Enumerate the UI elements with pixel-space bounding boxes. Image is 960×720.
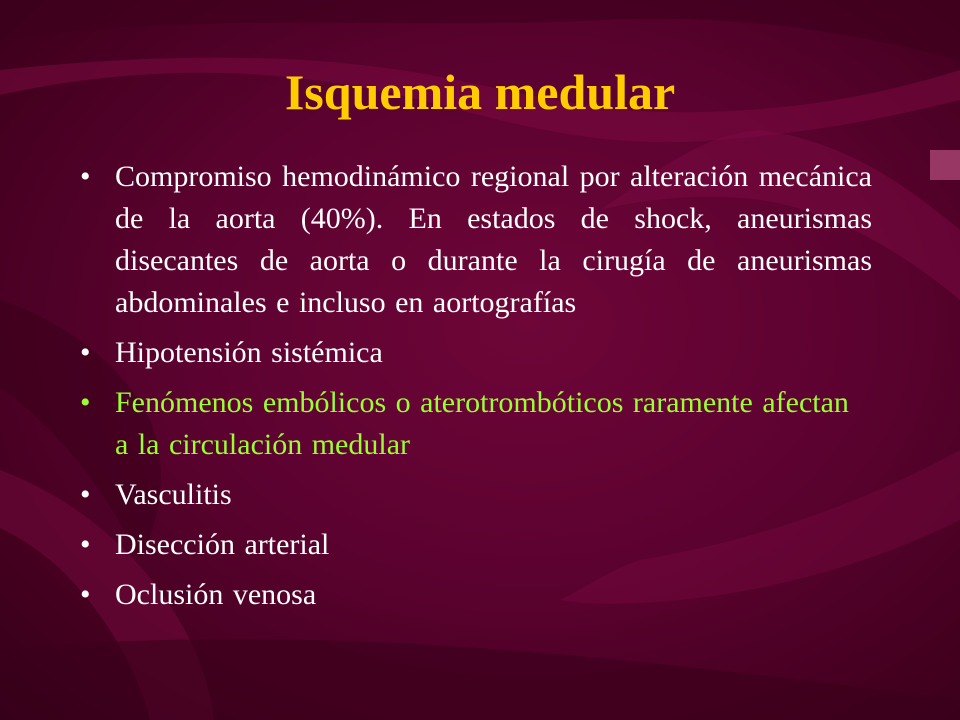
bullet-dot: • (80, 386, 91, 419)
bullet-dot: • (80, 528, 91, 561)
bullet-dot: • (80, 160, 91, 193)
bullet-item (0, 332, 870, 374)
bullet-text: Compromiso hemodinámico regional por alteración mecánica de la aorta (40%). En estados de shock, aneurismas disecantes de aorta o durante la cirugía de aneurismas abdominales e incluso en aortografías (115, 160, 872, 319)
bullet-item-highlight (0, 382, 870, 466)
bullet-dot: • (80, 578, 91, 611)
swoosh-band-top (0, 0, 960, 60)
bullet-item (0, 524, 870, 566)
bullet-text: Fenómenos embólicos o aterotrombóticos raramente afectan a la circulación medular (115, 386, 849, 461)
bullet-text: Vasculitis (115, 478, 232, 511)
bullet-text: Hipotensión sistémica (115, 336, 383, 369)
bullet-item (0, 574, 870, 616)
bullet-item (0, 474, 870, 516)
bullet-dot: • (80, 478, 91, 511)
swoosh-band-bottom (0, 639, 960, 720)
bullet-text: Oclusión venosa (115, 578, 317, 611)
bullet-text: Disección arterial (115, 528, 330, 561)
bullet-list (0, 156, 960, 624)
slide-title: Isquemia medular (284, 64, 676, 120)
bullet-dot: • (80, 336, 91, 369)
bullet-item (0, 156, 872, 324)
